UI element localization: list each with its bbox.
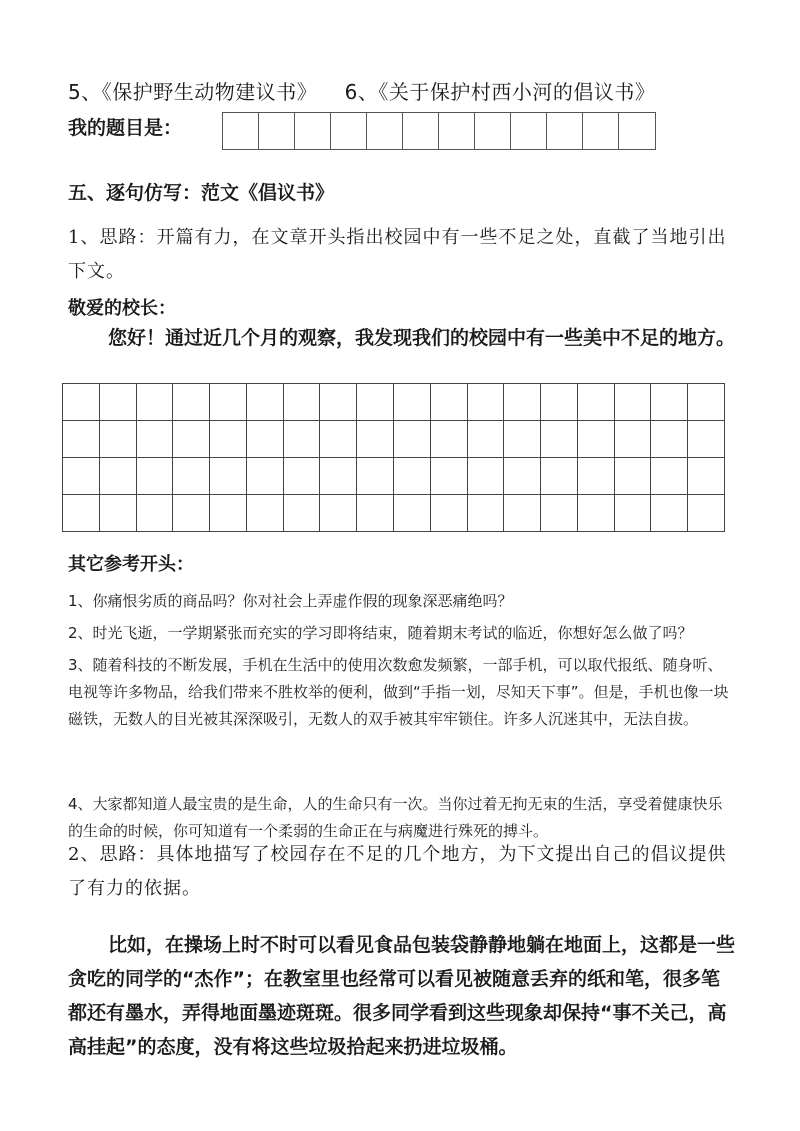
- writing-grid-cell[interactable]: [468, 384, 505, 421]
- letter-greeting: 敬爱的校长：: [68, 298, 176, 319]
- topic-list: [68, 76, 655, 105]
- writing-grid-cell[interactable]: [210, 495, 247, 532]
- writing-grid-cell[interactable]: [504, 458, 541, 495]
- writing-grid-cell[interactable]: [468, 421, 505, 458]
- writing-grid-cell[interactable]: [615, 384, 652, 421]
- writing-grid-cell[interactable]: [284, 458, 321, 495]
- title-grid-cell[interactable]: [259, 113, 295, 149]
- writing-grid-cell[interactable]: [173, 495, 210, 532]
- writing-grid-cell[interactable]: [651, 384, 688, 421]
- writing-grid-cell[interactable]: [284, 384, 321, 421]
- reference-item-4: 4、大家都知道人最宝贵的是生命，人的生命只有一次。当你过着无拘无束的生活，享受着健康快乐的生命的时候，你可知道有一个柔弱的生命正在与病魔进行殊死的搏斗。: [68, 795, 723, 840]
- writing-grid-cell[interactable]: [320, 495, 357, 532]
- writing-grid-cell[interactable]: [247, 384, 284, 421]
- writing-grid-cell[interactable]: [247, 421, 284, 458]
- writing-grid-cell[interactable]: [63, 458, 100, 495]
- writing-grid-cell[interactable]: [320, 421, 357, 458]
- writing-grid-cell[interactable]: [651, 458, 688, 495]
- writing-grid-cell[interactable]: [615, 458, 652, 495]
- writing-grid-cell[interactable]: [688, 495, 725, 532]
- writing-grid-cell[interactable]: [578, 421, 615, 458]
- title-grid-cell[interactable]: [223, 113, 259, 149]
- writing-grid-cell[interactable]: [578, 384, 615, 421]
- writing-grid-cell[interactable]: [357, 421, 394, 458]
- thought-1: 1、思路：开篇有力，在文章开头指出校园中有一些不足之处，直截了当地引出下文。: [68, 227, 727, 282]
- writing-grid-cell[interactable]: [284, 421, 321, 458]
- reference-item-1: 1、你痛恨劣质的商品吗？你对社会上弄虚作假的现象深恶痛绝吗？: [68, 592, 513, 610]
- title-grid-cell[interactable]: [367, 113, 403, 149]
- writing-grid-cell[interactable]: [137, 458, 174, 495]
- writing-grid-cell[interactable]: [578, 458, 615, 495]
- title-grid-cell[interactable]: [331, 113, 367, 149]
- writing-grid-cell[interactable]: [247, 495, 284, 532]
- writing-grid-cell[interactable]: [210, 458, 247, 495]
- title-grid-cell[interactable]: [439, 113, 475, 149]
- title-grid-cell[interactable]: [475, 113, 511, 149]
- writing-grid-cell[interactable]: [137, 384, 174, 421]
- writing-grid-cell[interactable]: [504, 384, 541, 421]
- reference-item-2: 2、时光飞逝，一学期紧张而充实的学习即将结束，随着期末考试的临近，你想好怎么做了吗？: [68, 624, 693, 642]
- writing-grid-cell[interactable]: [541, 458, 578, 495]
- writing-grid-cell[interactable]: [651, 421, 688, 458]
- writing-grid-cell[interactable]: [63, 384, 100, 421]
- writing-grid-cell[interactable]: [100, 421, 137, 458]
- writing-grid-cell[interactable]: [210, 421, 247, 458]
- title-answer-grid[interactable]: [222, 112, 656, 150]
- letter-opening: 您好！通过近几个月的观察，我发现我们的校园中有一些美中不足的地方。: [108, 327, 736, 349]
- writing-grid-cell[interactable]: [100, 384, 137, 421]
- writing-grid-cell[interactable]: [431, 495, 468, 532]
- writing-grid-cell[interactable]: [100, 495, 137, 532]
- writing-grid-cell[interactable]: [615, 495, 652, 532]
- title-grid-cell[interactable]: [619, 113, 655, 149]
- thought-2: 2、思路：具体地描写了校园存在不足的几个地方，为下文提出自己的倡议提供了有力的依据。: [68, 844, 727, 899]
- title-grid-cell[interactable]: [547, 113, 583, 149]
- writing-grid-cell[interactable]: [615, 421, 652, 458]
- writing-grid-cell[interactable]: [541, 495, 578, 532]
- writing-grid-cell[interactable]: [100, 458, 137, 495]
- reference-item-3: 3、随着科技的不断发展，手机在生活中的使用次数愈发频繁，一部手机，可以取代报纸、随身听、电视等许多物品，给我们带来不胜枚举的便利，做到“手指一划，尽知天下事”。但是，手机也像一块磁铁，无数人的目光被其深深吸引，无数人的双手被其牢牢锁住。许多人沉迷其中，无法自拔。: [68, 656, 729, 728]
- writing-grid-cell[interactable]: [357, 384, 394, 421]
- writing-grid-cell[interactable]: [357, 458, 394, 495]
- writing-grid-cell[interactable]: [137, 495, 174, 532]
- writing-grid-cell[interactable]: [651, 495, 688, 532]
- writing-grid-cell[interactable]: [688, 421, 725, 458]
- writing-grid-cell[interactable]: [357, 495, 394, 532]
- writing-grid-cell[interactable]: [394, 458, 431, 495]
- title-label: 我的题目是：: [68, 117, 183, 139]
- writing-grid-cell[interactable]: [394, 495, 431, 532]
- writing-grid-cell[interactable]: [468, 458, 505, 495]
- topic-item-6: 6、《关于保护村西小河的倡议书》: [344, 80, 656, 104]
- writing-grid-cell[interactable]: [247, 458, 284, 495]
- writing-grid-cell[interactable]: [688, 458, 725, 495]
- writing-grid-cell[interactable]: [578, 495, 615, 532]
- title-grid-cell[interactable]: [583, 113, 619, 149]
- writing-grid-cell[interactable]: [431, 458, 468, 495]
- writing-grid-cell[interactable]: [320, 384, 357, 421]
- reference-heading: 其它参考开头：: [68, 554, 194, 575]
- title-grid-cell[interactable]: [295, 113, 331, 149]
- writing-grid-cell[interactable]: [173, 384, 210, 421]
- writing-grid-cell[interactable]: [173, 458, 210, 495]
- writing-grid-cell[interactable]: [504, 495, 541, 532]
- writing-grid-cell[interactable]: [431, 384, 468, 421]
- writing-grid-cell[interactable]: [504, 421, 541, 458]
- writing-grid-cell[interactable]: [63, 495, 100, 532]
- writing-grid-cell[interactable]: [137, 421, 174, 458]
- section-heading: 五、逐句仿写：范文《倡议书》: [68, 182, 335, 204]
- writing-grid-cell[interactable]: [284, 495, 321, 532]
- example-paragraph: 比如，在操场上时不时可以看见食品包装袋静静地躺在地面上，这都是一些贪吃的同学的“杰作”；在教室里也经常可以看见被随意丢弃的纸和笔，很多笔都还有墨水，弄得地面墨迹斑斑。很多同学看到这些现象却保持“事不关己，高高挂起”的态度，没有将这些垃圾拾起来扔进垃圾桶。: [68, 934, 736, 1058]
- writing-grid-cell[interactable]: [320, 458, 357, 495]
- writing-grid-cell[interactable]: [541, 421, 578, 458]
- writing-grid-cell[interactable]: [431, 421, 468, 458]
- writing-grid[interactable]: [62, 383, 725, 532]
- writing-grid-cell[interactable]: [173, 421, 210, 458]
- writing-grid-cell[interactable]: [394, 421, 431, 458]
- writing-grid-cell[interactable]: [541, 384, 578, 421]
- writing-grid-cell[interactable]: [63, 421, 100, 458]
- writing-grid-cell[interactable]: [468, 495, 505, 532]
- writing-grid-cell[interactable]: [210, 384, 247, 421]
- writing-grid-cell[interactable]: [688, 384, 725, 421]
- topic-item-5: 5、《保护野生动物建议书》: [68, 80, 318, 104]
- writing-grid-cell[interactable]: [394, 384, 431, 421]
- title-grid-cell[interactable]: [511, 113, 547, 149]
- title-grid-cell[interactable]: [403, 113, 439, 149]
